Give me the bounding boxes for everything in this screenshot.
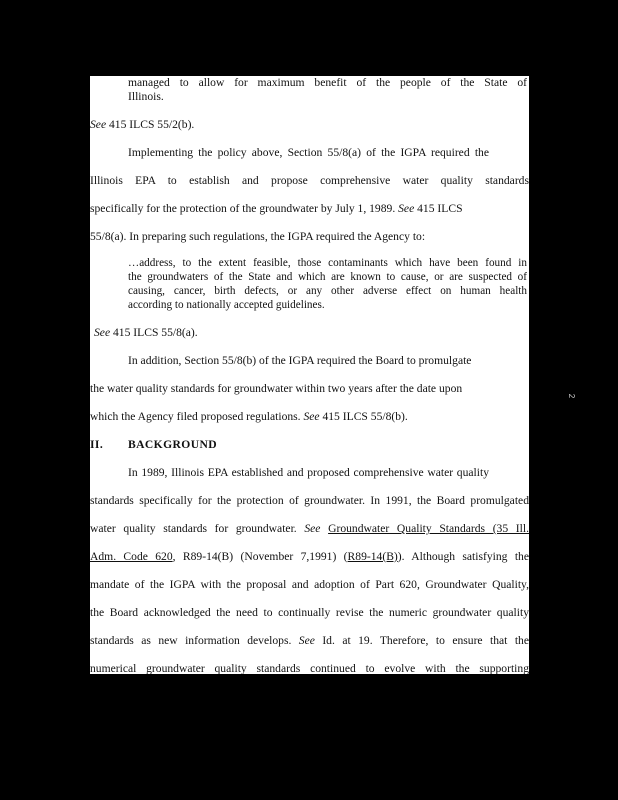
body-line: In addition, Section 55/8(b) of the IGPA required the Board to promulgate — [128, 354, 472, 367]
section-heading: BACKGROUND — [128, 438, 218, 451]
body-line: Adm. Code 620, R89-14(B) (November 7,1991) (R89-14(B)). Although satisfying the — [90, 550, 529, 563]
block-quote-line: …address, to the extent feasible, those contaminants which have been found in — [128, 257, 527, 269]
body-line: Illinois EPA to establish and propose comprehensive water quality standards — [90, 174, 529, 187]
body-line: 55/8(a). In preparing such regulations, the IGPA required the Agency to: — [90, 230, 426, 243]
body-line: standards as new information develops. See Id. at 19. Therefore, to ensure that the — [90, 634, 529, 647]
document-page — [90, 76, 529, 674]
citation: See 415 ILCS 55/2(b). — [90, 118, 195, 131]
case-citation: Groundwater Quality Standards (35 Ill. — [328, 522, 529, 535]
case-citation: Adm. Code 620 — [90, 550, 173, 563]
block-quote-line: causing, cancer, birth defects, or any other adverse effect on human health — [128, 285, 527, 297]
body-line: water quality standards for groundwater. See Groundwater Quality Standards (35 Ill. — [90, 522, 529, 535]
quote-line: managed to allow for maximum benefit of the people of the State of — [128, 76, 527, 89]
section-number: II. — [90, 438, 104, 451]
see-signal: See — [303, 410, 320, 423]
body-line: Implementing the policy above, Section 55/8(a) of the IGPA required the — [128, 146, 489, 159]
see-signal: See — [90, 118, 107, 131]
body-line: standards specifically for the protection of groundwater. In 1991, the Board promulgated — [90, 494, 529, 507]
body-line: which the Agency filed proposed regulations. See 415 ILCS 55/8(b). — [90, 410, 408, 423]
see-signal: See — [398, 202, 415, 215]
body-line: In 1989, Illinois EPA established and proposed comprehensive water quality — [128, 466, 489, 479]
body-line: the Board acknowledged the need to continually revise the numeric groundwater quality — [90, 606, 529, 619]
page-number: 2 — [567, 393, 577, 399]
citation: See 415 ILCS 55/8(a). — [94, 326, 198, 339]
block-quote-line: the groundwaters of the State and which are known to cause, or are suspected of — [128, 271, 527, 283]
docket-citation: R89-14(B) — [347, 550, 398, 563]
body-line: mandate of the IGPA with the proposal and adoption of Part 620, Groundwater Quality, — [90, 578, 529, 591]
body-line: specifically for the protection of the groundwater by July 1, 1989. See 415 ILCS — [90, 202, 463, 215]
body-line: numerical groundwater quality standards continued to evolve with the supporting — [90, 662, 529, 674]
body-line: the water quality standards for groundwater within two years after the date upon — [90, 382, 463, 395]
see-signal: See — [304, 522, 321, 535]
block-quote-line: according to nationally accepted guidelines. — [128, 299, 325, 311]
see-signal: See — [94, 326, 111, 339]
see-signal: See — [298, 634, 315, 647]
quote-line: Illinois. — [128, 90, 164, 103]
